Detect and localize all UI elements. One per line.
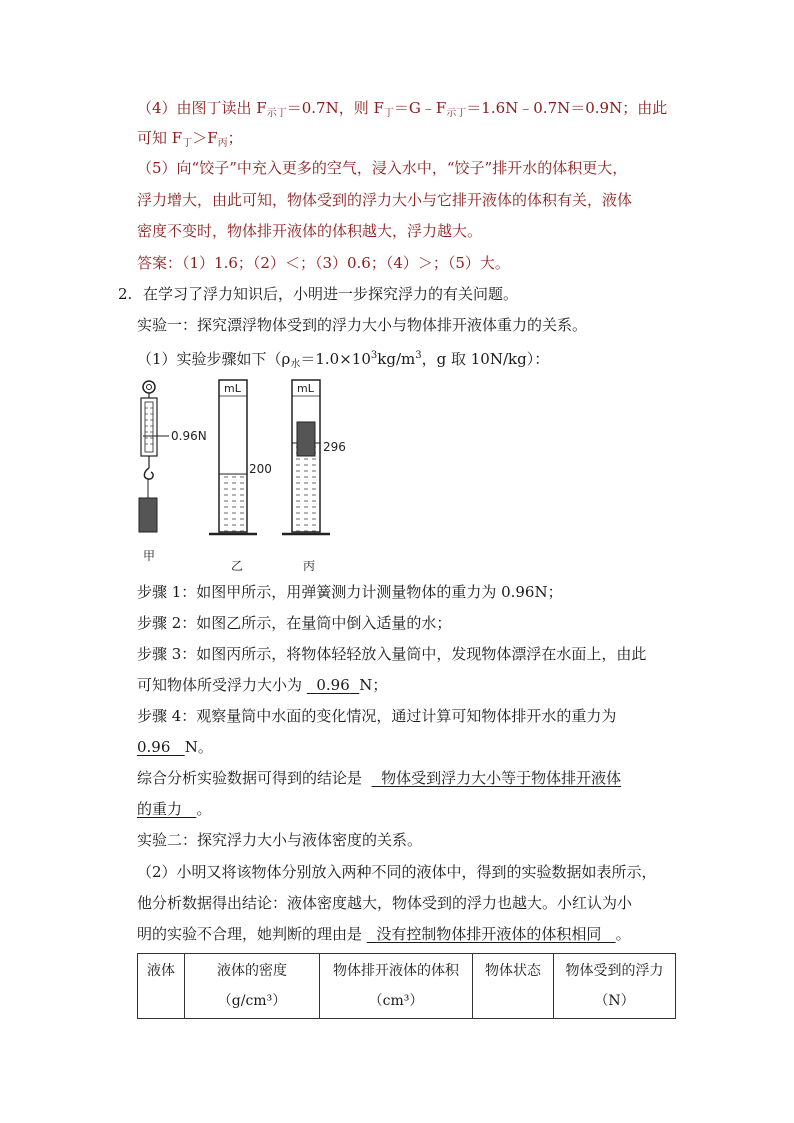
p2-line3: 明的实验不合理，她判断的理由是 没有控制物体排开液体的体积相同 。 [137, 925, 631, 943]
exp1-title: 实验一：探究漂浮物体受到的浮力大小与物体排开液体重力的关系。 [137, 316, 588, 334]
cylinder-bing-unit: mL [297, 382, 314, 395]
cylinder-yi-volume: 200 [249, 462, 272, 476]
q1-part4-line1: （4）由图丁读出 $F_{示丁}=0.7N$，则 $F_丁=G﹣F_{示丁}=1.6N﹣0.7N=0.9N$；由此 [137, 99, 668, 119]
p2-line1: （2）小明又将该物体分别放入两种不同的液体中，得到的实验数据如表所示， [137, 863, 657, 881]
measuring-cylinder-yi [209, 380, 257, 534]
p2-line2: 他分析数据得出结论：液体密度越大，物体受到的浮力也越大。小红认为小 [137, 894, 633, 912]
header-cell-state: 物体状态 [473, 954, 554, 1019]
cylinder-bing-volume: 296 [323, 440, 346, 454]
q1-part5-line2: 浮力增大，由此可知，物体受到的浮力大小与它排开液体的体积有关，液体 [137, 191, 633, 209]
header-cell-liquid: 液体 [138, 954, 185, 1019]
step3-line2: 可知物体所受浮力大小为 0.96 N； [137, 676, 388, 694]
step3-answer: 0.96 [316, 676, 350, 694]
table-header-row [138, 954, 676, 1019]
header-cell-volume: 物体排开液体的体积 （cm³） [320, 954, 473, 1019]
conclusion-line2: 的重力 。 [137, 800, 212, 818]
scale-reading: 0.96N [171, 429, 207, 443]
step4-line1: 步骤 4：观察量筒中水面的变化情况，通过计算可知物体排开水的重力为 [137, 707, 617, 725]
conclusion-answer-1: 物体受到浮力大小等于物体排开液体 [381, 769, 622, 787]
q1-part4-line2: 可知 $F_丁>F_丙$； [137, 129, 243, 149]
label-bing: 丙 [303, 559, 316, 573]
measuring-cylinder-bing [282, 380, 330, 534]
q2-stem: 在学习了浮力知识后，小明进一步探究浮力的有关问题。 [143, 285, 519, 303]
step4-answer: 0.96 [137, 738, 171, 756]
step3-line1: 步骤 3：如图丙所示，将物体轻轻放入量筒中，发现物体漂浮在水面上，由此 [137, 645, 647, 663]
q1-part5-line1: （5）向“饺子”中充入更多的空气，浸入水中，“饺子”排开水的体积更大， [137, 159, 628, 177]
label-jia: 甲 [143, 549, 156, 563]
data-table [137, 953, 676, 1019]
cylinder-yi-unit: mL [224, 382, 241, 395]
experiment-figure [135, 378, 375, 578]
header-cell-density: 液体的密度 （g/cm³） [185, 954, 320, 1019]
spring-scale [139, 381, 169, 532]
p2-answer: 没有控制物体排开液体的体积相同 [376, 925, 602, 943]
q1-answer: 答案：（1）1.6；（2）＜；（3）0.6；（4）＞；（5）大。 [137, 254, 510, 272]
step4-line2: 0.96 N。 [137, 738, 213, 756]
conclusion-line1: 综合分析实验数据可得到的结论是 物体受到浮力大小等于物体排开液体 [137, 769, 622, 787]
q1-part5-line3: 密度不变时，物体排开液体的体积越大，浮力越大。 [137, 222, 483, 240]
exp2-title: 实验二：探究浮力大小与液体密度的关系。 [137, 831, 423, 849]
q2-number: 2. [118, 285, 133, 303]
header-cell-buoyancy: 物体受到的浮力 （N） [554, 954, 676, 1019]
label-yi: 乙 [231, 559, 244, 573]
step2: 步骤 2：如图乙所示，在量筒中倒入适量的水； [137, 614, 452, 632]
step1: 步骤 1：如图甲所示，用弹簧测力计测量物体的重力为 0.96N； [137, 583, 563, 601]
step-intro: （1）实验步骤如下（$\rho_水=1.0\times 10^3kg/m^3$，g 取 10N/kg）： [137, 350, 550, 370]
conclusion-answer-2: 的重力 [137, 800, 183, 818]
